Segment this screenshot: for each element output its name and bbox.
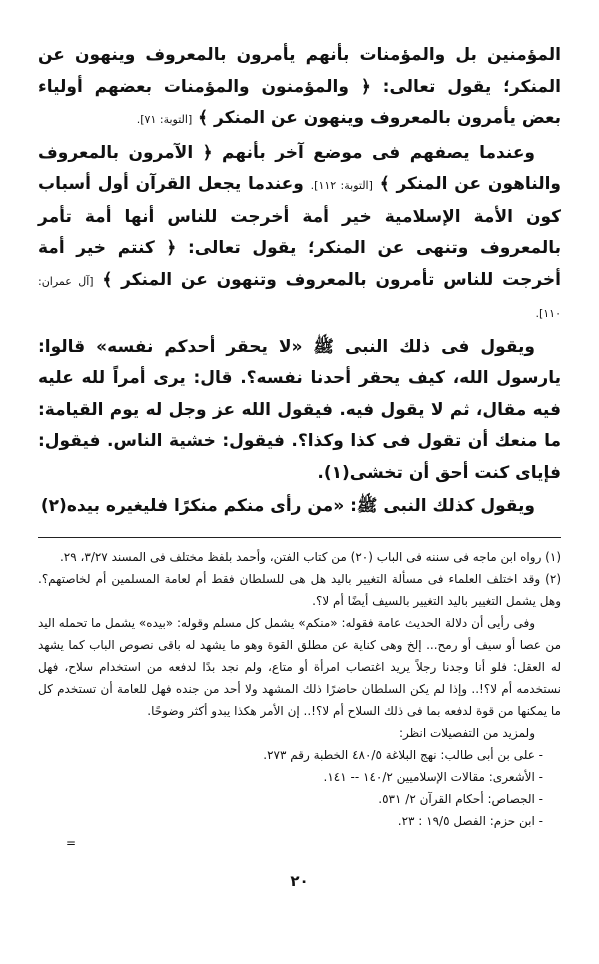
page-content — [38, 40, 561, 832]
reference-item: - ابن حزم: الفصل ١٩/٥ : ٢٣. — [397, 813, 543, 828]
main-text — [38, 40, 561, 523]
reference-list — [38, 744, 561, 832]
continuation-mark: = — [66, 836, 77, 850]
page-number: ٢٠ — [290, 872, 309, 890]
footnote-2-body: وفى رأيى أن دلالة الحديث عامة فقوله: «منكم» يشمل كل مسلم وقوله: «بيده» يشمل ما تحمله اليد من عصا أو سيف أو رمح... إلخ وهى كناية عن مطلق القوة وهو ما يشهد له باقى نصوص الباب كما يشهد له العقل: فلو أنا وجدنا رجلاً يريد اغتصاب امرأة أو متاع، ولم نجد بدًا لدفعه من استخدام سلاح، فهل نستخدمه أم لا؟!.. وإذا لم يكن السلطان حاضرًا ذلك المشهد ولا أحد من جنده فهل للعامة أن تستخدم كل ما يمكنها من قوة لدفعه بما فى ذلك السلاح أم لا؟!.. إن الأمر هكذا يبدو أكثر وضوحًا. — [38, 615, 561, 718]
paragraph-1 — [38, 40, 561, 136]
paragraph-2 — [38, 138, 561, 330]
paragraph-2-text: وعندما يصفهم فى موضع آخر بأنهم ﴿ الآمرون بالمعروف والناهون عن المنكر ﴾ — [38, 142, 561, 194]
footnotes — [38, 546, 561, 832]
footnote-2-more: ولمزيد من التفصيلات انظر: — [398, 725, 535, 740]
reference-item: - على بن أبى طالب: نهج البلاغة ٤٨٠/٥ الخطبة رقم ٢٧٣. — [263, 747, 543, 762]
paragraph-2b-text: وعندما يجعل القرآن أول أسباب كون الأمة الإسلامية خير أمة أخرجت للناس أنها أمة تأمر بالمعروف وتنهى عن المنكر؛ يقول تعالى: ﴿ كنتم خير أمة أخرجت للناس تأمرون بالمعروف وتنهون عن المنكر ﴾ — [38, 174, 562, 290]
paragraph-3-text: ويقول فى ذلك النبى ﷺ «لا يحقر أحدكم نفسه» قالوا: يارسول الله، كيف يحقر أحدنا نفسه؟. قال: يرى أمراً لله عليه فيه مقال، ثم لا يقول فيه. فيقول الله عز وجل له يوم القيامة: ما منعك أن تقول فى كذا وكذا؟. فيقول: خشية الناس. فيقول: فإياى كنت أحق أن تخشى(١). — [38, 336, 561, 483]
paragraph-4-text: ويقول كذلك النبى ﷺ: «من رأى منكم منكرًا فليغيره بيده(٢) — [40, 496, 535, 516]
paragraph-3 — [38, 332, 561, 490]
reference-item: - الجصاص: أحكام القرآن ٢/ ٥٣١. — [378, 791, 543, 806]
footnote-separator — [38, 537, 561, 538]
verse-reference: [التوبة: ١١٢]. — [310, 179, 373, 192]
paragraph-1-text: المؤمنين بل والمؤمنات بأنهم يأمرون بالمعروف وينهون عن المنكر؛ يقول تعالى: ﴿ والمؤمنون والمؤمنات بعضهم أولياء بعض يأمرون بالمعروف وينهون عن المنكر ﴾ — [38, 45, 561, 128]
footnote-2-intro: (٢) وقد اختلف العلماء فى مسألة التغيير باليد هل هى للسلطان فقط أم لعامة المسلمين أم لخاصتهم؟. وهل يشمل التغيير باليد التغيير بالسيف أيضًا أم لا؟. — [38, 571, 561, 608]
verse-reference: [التوبة: ٧١]. — [136, 113, 193, 126]
paragraph-4 — [38, 491, 561, 523]
reference-item: - الأشعرى: مقالات الإسلاميين ١٤٠/٢ -- ١٤١. — [323, 769, 543, 784]
footnote-1: (١) رواه ابن ماجه فى سننه فى الباب (٢٠) من كتاب الفتن، وأحمد بلفظ مختلف فى المسند ٣/٢٧، ٢٩. — [59, 549, 561, 564]
verse-reference: [آل عمران: ١١٠]. — [38, 274, 561, 320]
